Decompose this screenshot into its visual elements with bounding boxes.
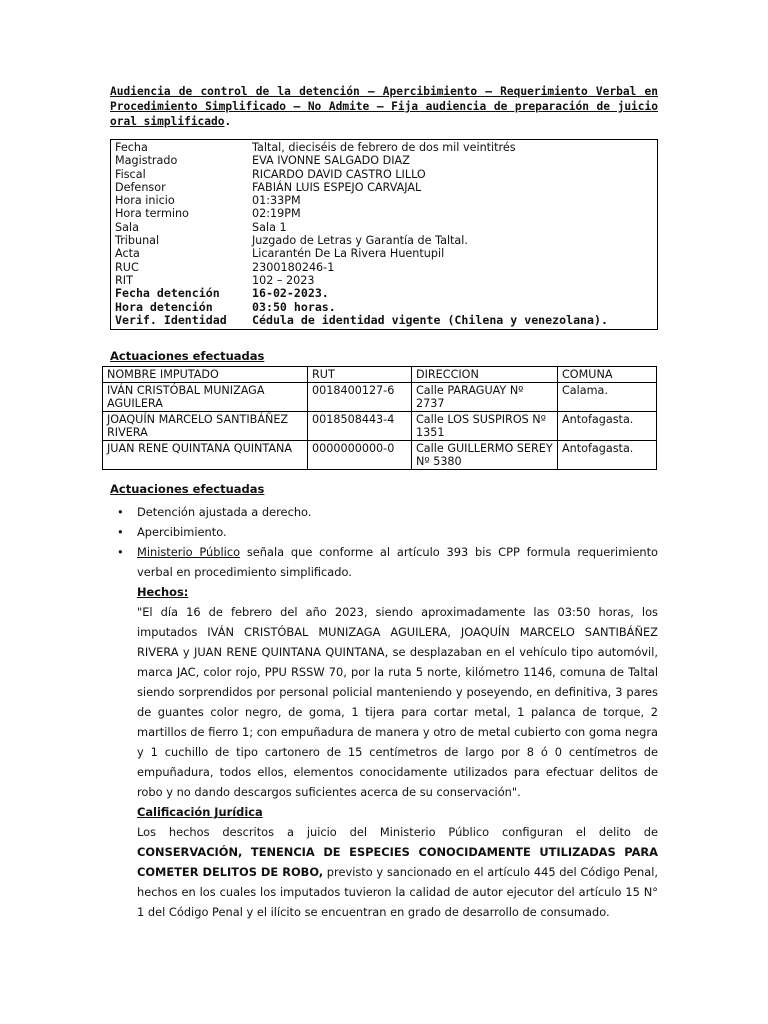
table-row [103, 412, 657, 441]
info-label: Fiscal [115, 167, 146, 181]
info-label: Hora inicio [115, 194, 175, 208]
calificacion-heading: Calificación Jurídica [137, 805, 263, 820]
table-row [103, 383, 657, 412]
info-label: Hora termino [115, 207, 189, 221]
calificacion-text: previsto y sancionado en el artículo 445 del Código Penal, hechos en los cuales los imputados tuvieron la calidad de autor ejecutor del artículo 15 N° 1 del Código Penal y el ilícito se encuentran en grado de desarrollo de consumado. [137, 865, 658, 920]
table-cell: JUAN RENE QUINTANA QUINTANA [103, 441, 308, 470]
info-label: Sala [115, 220, 139, 234]
info-row-sala [115, 221, 653, 234]
hechos-heading: Hechos: [137, 585, 189, 600]
table-cell: Calama. [558, 383, 657, 412]
info-label: Tribunal [115, 234, 160, 248]
table-row [103, 441, 657, 470]
info-row-fecha-detencion [115, 287, 653, 300]
info-label: Acta [115, 247, 140, 261]
info-row-hora-termino [115, 207, 653, 220]
list-item [117, 502, 658, 522]
title-period: . [224, 115, 232, 128]
info-row-acta [115, 247, 653, 260]
delito-name: CONSERVACIÓN, TENENCIA DE ESPECIES CONOCIDAMENTE UTILIZADAS PARA COMETER DELITOS DE ROBO, [137, 845, 658, 880]
info-row-fecha [115, 141, 653, 154]
info-label: Defensor [115, 180, 166, 194]
hearing-info-box [110, 139, 658, 330]
info-row-rit [115, 274, 653, 287]
info-value: 03:50 horas. [252, 299, 336, 314]
info-row-ruc [115, 261, 653, 274]
info-value: 02:19PM [252, 207, 301, 221]
calificacion-paragraph [137, 822, 658, 922]
hechos-paragraph: "El día 16 de febrero del año 2023, siendo aproximadamente las 03:50 horas, los imputados IVÁN CRISTÓBAL MUNIZAGA AGUILERA, JOAQUÍN MARCELO SANTIBÁÑEZ RIVERA y JUAN RENE QUINTANA QUINTANA, se desplazaban en el vehículo tipo automóvil, marca JAC, color rojo, PPU RSSW 70, por la ruta 5 norte, kilómetro 1146, comuna de Taltal siendo sorprendidos por personal policial manteniendo y poseyendo, en definitiva, 3 pares de guantes color negro, de goma, 1 tijera para cortar metal, 1 palanca de torque, 2 martillos de fierro 1; con empuñadura de manera y otro de metal cubierto con goma negra y 1 cuchillo de tipo cartonero de 15 centímetros de largo por 8 ó 0 centímetros de empuñadura, todos ellos, elementos conocidamente utilizados para efectuar delitos de robo y no dando descargos suficientes acerca de su conservación". [137, 605, 658, 800]
info-row-tribunal [115, 234, 653, 247]
info-label: RIT [115, 273, 133, 287]
list-item-text: señala que conforme al artículo 393 bis CPP formula requerimiento verbal en procedimiento simplificado. [137, 545, 658, 580]
info-label: Hora detención [115, 299, 213, 314]
table-cell: Antofagasta. [558, 412, 657, 441]
info-value: Taltal, dieciséis de febrero de dos mil veintitrés [252, 141, 516, 154]
section-title: Actuaciones efectuadas [110, 349, 265, 364]
table-cell: IVÁN CRISTÓBAL MUNIZAGA AGUILERA [103, 383, 308, 412]
list-item-text: Detención ajustada a derecho. [137, 505, 312, 520]
table-cell: Calle LOS SUSPIROS Nº 1351 [412, 412, 558, 441]
info-row-fiscal [115, 168, 653, 181]
calificacion-text: Los hechos descritos a juicio del Ministerio Público configuran el delito de [137, 825, 658, 840]
table-header: COMUNA [558, 367, 657, 383]
defendants-table [102, 366, 657, 470]
actions-list [110, 502, 658, 922]
table-cell: Antofagasta. [558, 441, 657, 470]
info-value: Licarantén De La Rivera Huentupil [252, 247, 445, 261]
table-cell: Calle GUILLERMO SEREY Nº 5380 [412, 441, 558, 470]
table-header: RUT [308, 367, 412, 383]
info-label: Fecha [115, 141, 148, 154]
document-page [107, 84, 658, 922]
table-cell: 0018400127-6 [308, 383, 412, 412]
info-row-hora-inicio [115, 194, 653, 207]
info-label: Fecha detención [115, 286, 220, 301]
info-value: 2300180246-1 [252, 260, 335, 274]
list-item [117, 542, 658, 922]
table-header: NOMBRE IMPUTADO [103, 367, 308, 383]
info-row-defensor [115, 181, 653, 194]
info-value: 01:33PM [252, 194, 301, 208]
info-value: EVA IVONNE SALGADO DIAZ [252, 154, 410, 168]
info-value: FABIÁN LUIS ESPEJO CARVAJAL [252, 180, 422, 194]
bullet-icon: • [117, 545, 124, 560]
table-cell: 0000000000-0 [308, 441, 412, 470]
table-cell: 0018508443-4 [308, 412, 412, 441]
info-value: Sala 1 [252, 220, 287, 234]
table-cell: JOAQUÍN MARCELO SANTIBÁÑEZ RIVERA [103, 412, 308, 441]
info-label: Verif. Identidad [115, 312, 227, 327]
info-value: Cédula de identidad vigente (Chilena y venezolana). [252, 312, 608, 327]
table-header-row [103, 367, 657, 383]
section-title: Actuaciones efectuadas [110, 482, 265, 497]
title-text: Audiencia de control de la detención – Apercibimiento – Requerimiento Verbal en Procedimiento Simplificado – No Admite – Fija audiencia de preparación de juicio oral simplificado [110, 85, 658, 128]
info-row-hora-detencion [115, 301, 653, 314]
info-label: Magistrado [115, 154, 178, 168]
table-header: DIRECCION [412, 367, 558, 383]
document-title [110, 84, 658, 129]
ministerio-publico-text: Ministerio Público [137, 545, 241, 560]
list-item [117, 522, 658, 542]
bullet-icon: • [117, 525, 124, 540]
info-label: RUC [115, 260, 139, 274]
info-row-magistrado [115, 154, 653, 167]
table-cell: Calle PARAGUAY Nº 2737 [412, 383, 558, 412]
info-value: RICARDO DAVID CASTRO LILLO [252, 167, 426, 181]
info-value: Juzgado de Letras y Garantía de Taltal. [252, 234, 468, 248]
list-item-text: Apercibimiento. [137, 525, 227, 540]
info-value: 16-02-2023. [252, 286, 329, 301]
info-value: 102 – 2023 [252, 273, 315, 287]
info-row-verif-identidad [115, 314, 653, 327]
bullet-icon: • [117, 505, 124, 520]
